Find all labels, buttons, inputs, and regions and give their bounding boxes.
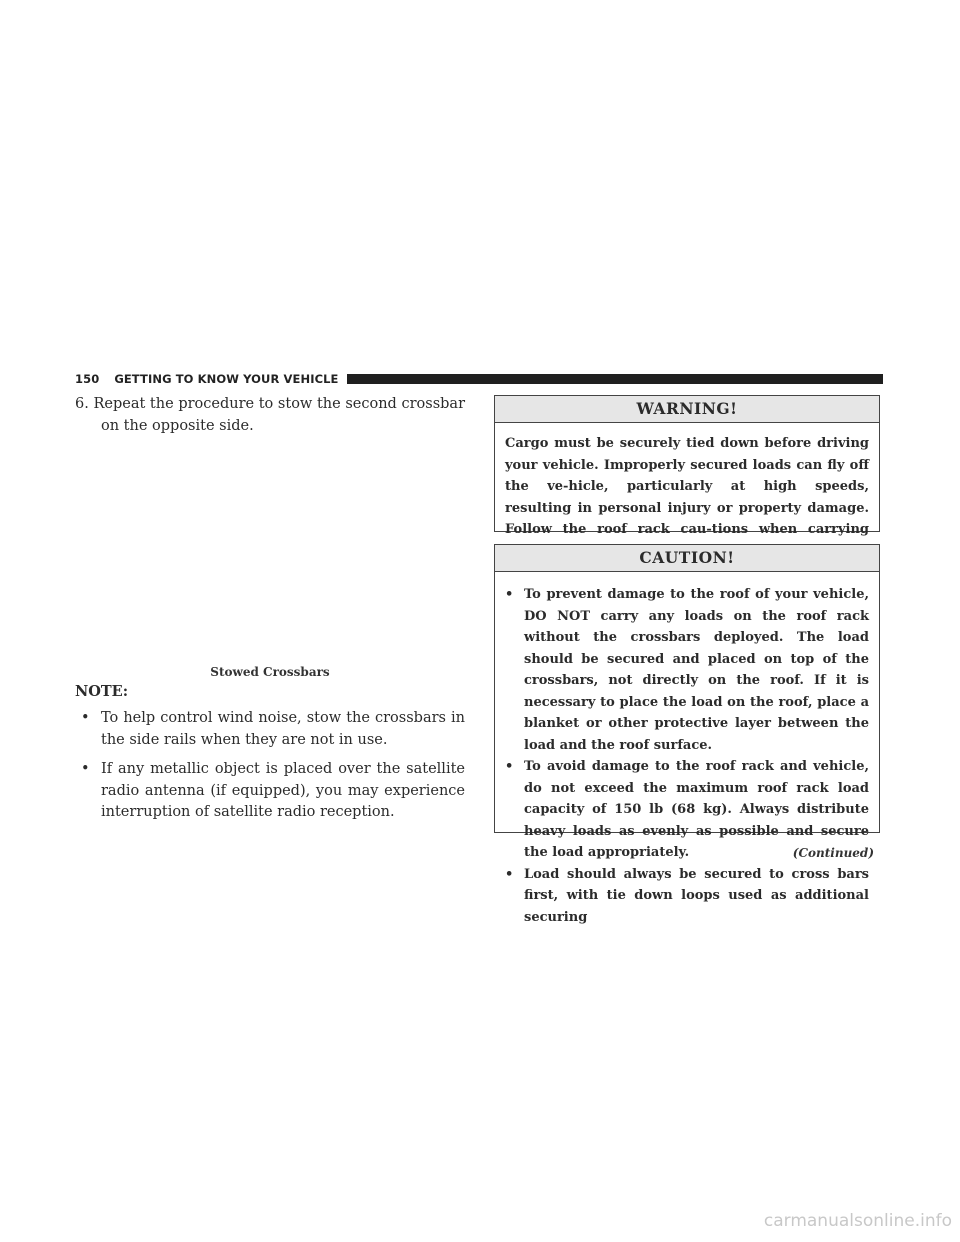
note-text: If any metallic object is placed over the satellite radio antenna (if equipped), you may experience interruption of satellite radio reception. bbox=[101, 761, 465, 820]
caution-text: To prevent damage to the roof of your vehicle, DO NOT carry any loads on the roof rack without the crossbars deployed. The load should be secured and placed on top of the crossbars, not directly on the roof. If it is necessary to place the load on the roof, place a blanket or other protective layer between the load and the roof surface. bbox=[524, 587, 869, 753]
bullet-icon: • bbox=[81, 710, 90, 726]
procedure-step: 6. Repeat the procedure to stow the second crossbar on the opposite side. bbox=[75, 396, 465, 434]
caution-title: CAUTION! bbox=[495, 545, 879, 572]
bullet-icon: • bbox=[505, 759, 514, 774]
caution-body bbox=[495, 572, 879, 928]
continued-label: (Continued) bbox=[792, 846, 874, 860]
bullet-icon: • bbox=[505, 866, 514, 882]
section-title: GETTING TO KNOW YOUR VEHICLE bbox=[114, 372, 339, 386]
caution-text: Load should always be secured to cross bars first, with tie down loops used as additional securing bbox=[524, 866, 869, 925]
watermark: carmanualsonline.info bbox=[763, 1211, 952, 1231]
bullet-icon: • bbox=[505, 587, 514, 602]
warning-text: Cargo must be securely tied down before driving your vehicle. Improperly secured loads can fly off the ve-hicle, particularly at high speeds, resulting in personal injury or property damage. Follow the roof rack cau-tions when carrying bbox=[505, 436, 869, 537]
list-item bbox=[505, 864, 869, 929]
left-column bbox=[75, 394, 465, 437]
warning-title: WARNING! bbox=[495, 396, 879, 423]
note-text: To help control wind noise, stow the crossbars in the side rails when they are not in use. bbox=[101, 710, 465, 748]
warning-body bbox=[495, 423, 879, 562]
note-list bbox=[75, 708, 465, 832]
list-item bbox=[75, 708, 465, 751]
bullet-icon: • bbox=[81, 761, 90, 777]
list-item bbox=[505, 584, 869, 756]
warning-box bbox=[494, 395, 880, 537]
header-rule bbox=[347, 374, 883, 384]
page-header bbox=[75, 370, 883, 388]
caution-text: To avoid damage to the roof rack and vehicle, do not exceed the maximum roof rack load capacity of 150 lb (68 kg). Always distribute heavy loads as evenly as possible and secure the load appropriately. bbox=[524, 759, 869, 860]
page-number: 150 bbox=[75, 372, 100, 386]
figure-caption: Stowed Crossbars bbox=[210, 665, 330, 679]
caution-list bbox=[505, 584, 869, 928]
note-title: NOTE: bbox=[75, 683, 129, 700]
list-item bbox=[75, 759, 465, 824]
